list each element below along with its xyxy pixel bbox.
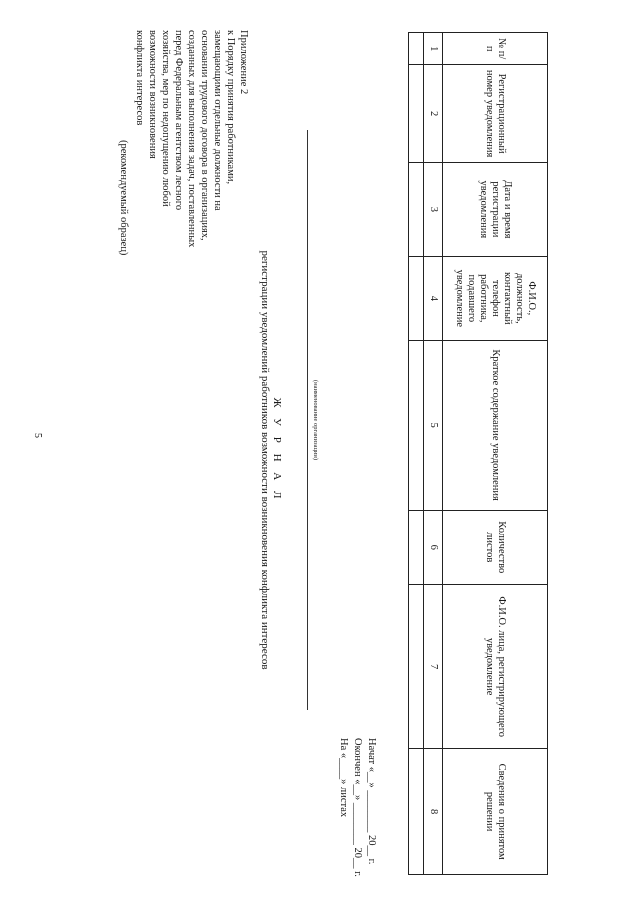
empty-cell	[409, 510, 424, 584]
journal-meta	[336, 738, 378, 877]
finished-line: Окончен «__» ________ 20__ г.	[352, 738, 363, 877]
column-number: 7	[424, 584, 443, 748]
appendix-line: хозяйства, мер по недопущению любой	[160, 30, 171, 207]
appendix-line: перед Федеральным агентством лесного	[173, 30, 184, 211]
appendix-line: возможности возникновения	[147, 30, 158, 159]
journal-table	[408, 32, 548, 875]
empty-row	[409, 33, 424, 875]
col-header-index: № п/п	[443, 33, 548, 65]
col-header-decision: Сведения о принятом решении	[443, 749, 548, 875]
empty-cell	[409, 340, 424, 510]
empty-cell	[409, 749, 424, 875]
col-header-reg-number: Регистрационный номер уведомления	[443, 65, 548, 162]
appendix-line: основании трудового договора в организациях,	[199, 30, 210, 241]
column-number: 5	[424, 340, 443, 510]
org-name-line	[307, 130, 308, 710]
empty-cell	[409, 162, 424, 256]
org-caption: (наименование организации)	[312, 379, 319, 461]
sheets-line: На «____» листах	[338, 738, 349, 818]
empty-cell	[409, 256, 424, 340]
started-line: Начат «__» ________ 20__ г.	[366, 738, 377, 865]
col-header-employee: Ф.И.О., должность, контактный телефон работника, подавшего уведомление	[443, 256, 548, 340]
col-header-summary: Краткое содержание уведомления	[443, 340, 548, 510]
appendix-line: созданных для выполнения задач, поставленных	[186, 30, 197, 248]
col-header-registrar: Ф.И.О. лица, регистрирующего уведомление	[443, 584, 548, 748]
col-header-datetime: Дата и время регистрации уведомления	[443, 162, 548, 256]
column-number: 1	[424, 33, 443, 65]
page-number: 5	[32, 433, 43, 438]
appendix-line: замещающими отдельные должности на	[212, 30, 223, 211]
column-number: 2	[424, 65, 443, 162]
appendix-line: к Порядку принятия работниками,	[225, 30, 236, 185]
column-number: 4	[424, 256, 443, 340]
column-number: 3	[424, 162, 443, 256]
sample-note: (рекомендуемый образец)	[118, 140, 129, 256]
appendix-note	[117, 30, 250, 300]
column-number: 6	[424, 510, 443, 584]
column-number: 8	[424, 749, 443, 875]
appendix-line: конфликта интересов	[134, 30, 145, 126]
empty-cell	[409, 33, 424, 65]
appendix-line: Приложение 2	[238, 30, 249, 95]
journal-subtitle: регистрации уведомлений работников возможности возникновения конфликта интересов	[259, 250, 271, 670]
empty-cell	[409, 584, 424, 748]
number-row	[424, 33, 443, 875]
col-header-sheets: Количество листов	[443, 510, 548, 584]
journal-title: Ж У Р Н А Л	[271, 397, 283, 503]
empty-cell	[409, 65, 424, 162]
header-row	[443, 33, 548, 875]
